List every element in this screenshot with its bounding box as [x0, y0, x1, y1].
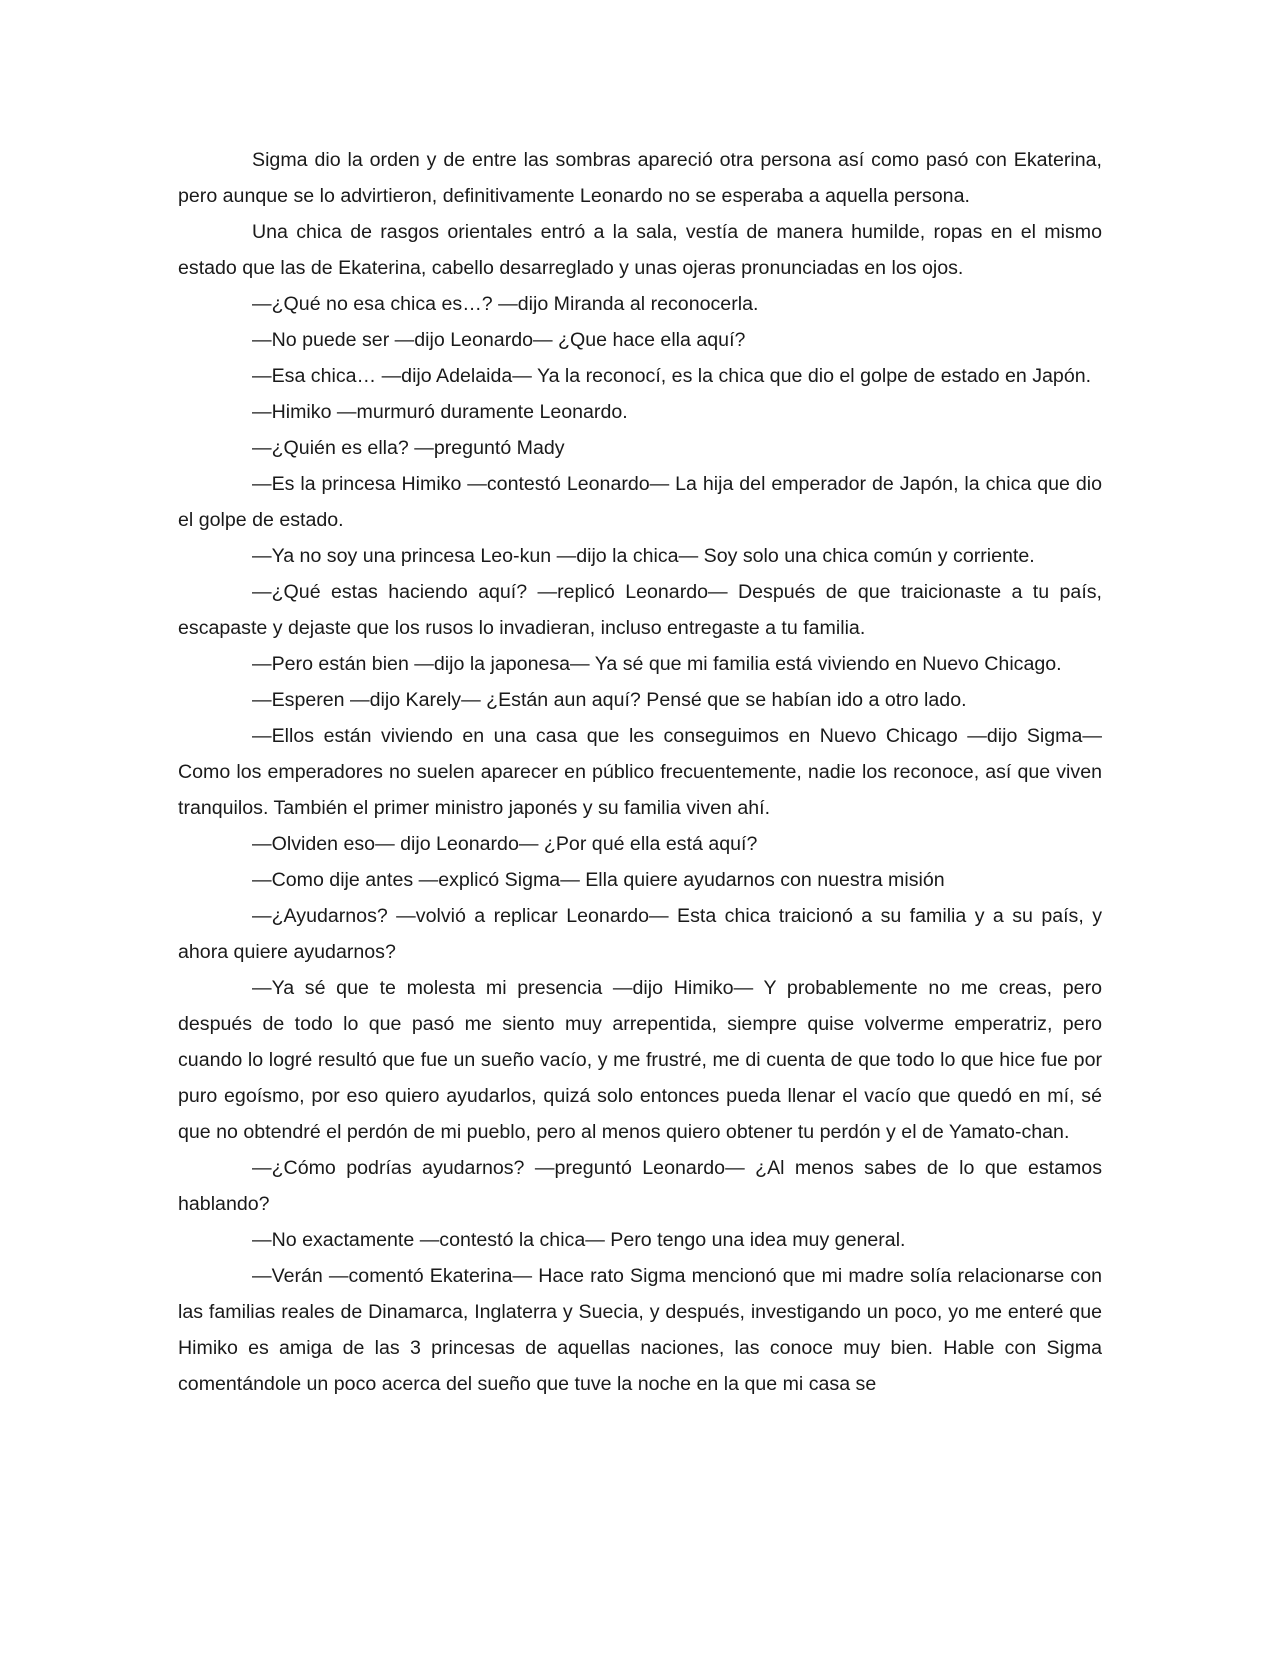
- paragraph: —Himiko —murmuró duramente Leonardo.: [252, 401, 628, 423]
- paragraph: —Esa chica… —dijo Adelaida— Ya la reconocí, es la chica que dio el golpe de estado en Japón.: [252, 365, 1092, 387]
- paragraph: —¿Qué estas haciendo aquí? —replicó Leonardo— Después de que traicionaste a tu país, escapaste y dejaste que los rusos lo invadieran, incluso entregaste a tu familia.: [178, 581, 1102, 639]
- document-page: [178, 142, 1102, 1402]
- paragraph: —No puede ser —dijo Leonardo— ¿Que hace ella aquí?: [252, 329, 746, 351]
- paragraph: —Como dije antes —explicó Sigma— Ella quiere ayudarnos con nuestra misión: [252, 869, 945, 891]
- paragraph: —Ellos están viviendo en una casa que les conseguimos en Nuevo Chicago —dijo Sigma— Como los emperadores no suelen aparecer en público frecuentemente, nadie los reconoce, así que viven tranquilos. También el primer ministro japonés y su familia viven ahí.: [178, 725, 1102, 819]
- paragraph: —Ya no soy una princesa Leo-kun —dijo la chica— Soy solo una chica común y corriente.: [252, 545, 1035, 567]
- paragraph: —¿Ayudarnos? —volvió a replicar Leonardo— Esta chica traicionó a su familia y a su país, y ahora quiere ayudarnos?: [178, 905, 1102, 963]
- paragraph: Una chica de rasgos orientales entró a la sala, vestía de manera humilde, ropas en el mismo estado que las de Ekaterina, cabello desarreglado y unas ojeras pronunciadas en los ojos.: [178, 221, 1102, 279]
- paragraph: —No exactamente —contestó la chica— Pero tengo una idea muy general.: [252, 1229, 906, 1251]
- paragraph: —¿Quién es ella? —preguntó Mady: [252, 437, 565, 459]
- paragraph: —Ya sé que te molesta mi presencia —dijo Himiko— Y probablemente no me creas, pero después de todo lo que pasó me siento muy arrepentida, siempre quise volverme emperatriz, pero cuando lo logré resultó que fue un sueño vacío, y me frustré, me di cuenta de que todo lo que hice fue por puro egoísmo, por eso quiero ayudarlos, quizá solo entonces pueda llenar el vacío que quedó en mí, sé que no obtendré el perdón de mi pueblo, pero al menos quiero obtener tu perdón y el de Yamato-chan.: [178, 977, 1102, 1143]
- paragraph: —Olviden eso— dijo Leonardo— ¿Por qué ella está aquí?: [252, 833, 758, 855]
- paragraph: —Verán —comentó Ekaterina— Hace rato Sigma mencionó que mi madre solía relacionarse con las familias reales de Dinamarca, Inglaterra y Suecia, y después, investigando un poco, yo me enteré que Himiko es amiga de las 3 princesas de aquellas naciones, las conoce muy bien. Hable con Sigma comentándole un poco acerca del sueño que tuve la noche en la que mi casa se: [178, 1265, 1102, 1395]
- paragraph: —¿Qué no esa chica es…? —dijo Miranda al reconocerla.: [252, 293, 759, 315]
- paragraph: —Es la princesa Himiko —contestó Leonardo— La hija del emperador de Japón, la chica que dio el golpe de estado.: [178, 473, 1102, 531]
- paragraph: —¿Cómo podrías ayudarnos? —preguntó Leonardo— ¿Al menos sabes de lo que estamos hablando?: [178, 1157, 1102, 1215]
- paragraph: Sigma dio la orden y de entre las sombras apareció otra persona así como pasó con Ekaterina, pero aunque se lo advirtieron, definitivamente Leonardo no se esperaba a aquella persona.: [178, 149, 1102, 207]
- paragraph: —Pero están bien —dijo la japonesa— Ya sé que mi familia está viviendo en Nuevo Chicago.: [252, 653, 1062, 675]
- paragraph: —Esperen —dijo Karely— ¿Están aun aquí? Pensé que se habían ido a otro lado.: [252, 689, 967, 711]
